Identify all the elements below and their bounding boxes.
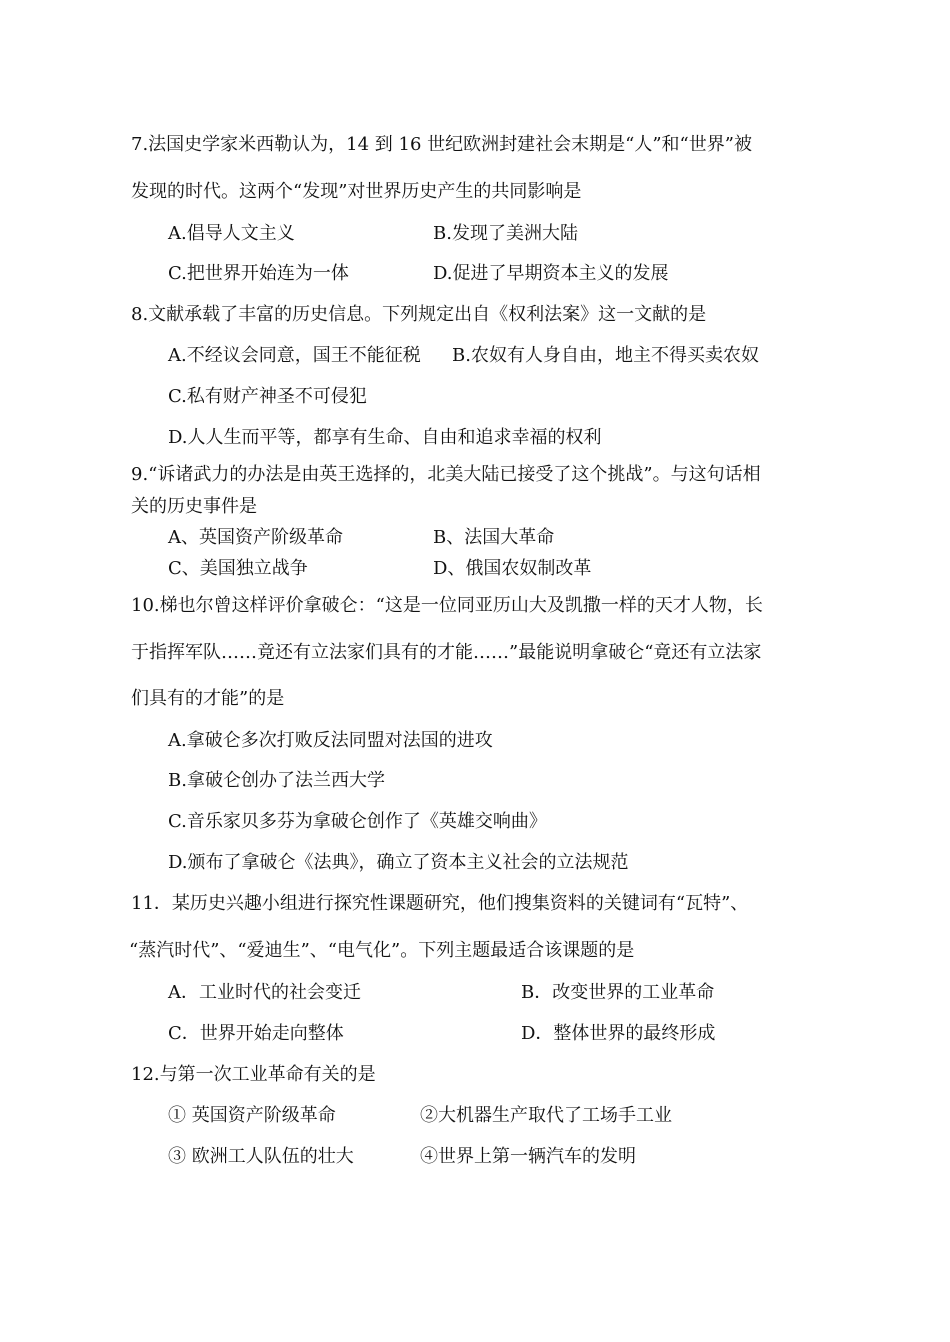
question-9-option-c: C、美国独立战争: [168, 558, 308, 579]
question-7-option-c: C.把世界开始连为一体: [168, 263, 349, 284]
question-11-option-c: C．世界开始走向整体: [168, 1023, 344, 1044]
question-9-stem-line2: 关的历史事件是: [131, 496, 257, 517]
question-9-option-a: A、英国资产阶级革命: [168, 527, 343, 548]
question-9-option-b: B、法国大革命: [433, 527, 555, 548]
question-7-option-a: A.倡导人文主义: [168, 223, 295, 244]
question-10-option-a: A.拿破仑多次打败反法同盟对法国的进攻: [168, 730, 493, 751]
question-10-stem-line1: 10.梯也尔曾这样评价拿破仑：“这是一位同亚历山大及凯撒一样的天才人物，长: [131, 595, 763, 616]
question-11-stem-line2: “蒸汽时代”、“爱迪生”、“电气化”。下列主题最适合该课题的是: [129, 940, 635, 961]
question-7-stem-line1: 7.法国史学家米西勒认为，14 到 16 世纪欧洲封建社会末期是“人”和“世界”被: [131, 134, 752, 155]
question-8-stem: 8.文献承载了丰富的历史信息。下列规定出自《权利法案》这一文献的是: [131, 304, 707, 325]
question-7-stem-line2: 发现的时代。这两个“发现”对世界历史产生的共同影响是: [131, 181, 582, 202]
question-10-option-c: C.音乐家贝多芬为拿破仑创作了《英雄交响曲》: [168, 811, 547, 832]
question-11-option-d: D．整体世界的最终形成: [521, 1023, 716, 1044]
question-11-stem-line1: 11．某历史兴趣小组进行探究性课题研究，他们搜集资料的关键词有“瓦特”、: [131, 893, 749, 914]
question-9-stem-line1: 9.“诉诸武力的办法是由英王选择的，北美大陆已接受了这个挑战”。与这句话相: [131, 464, 761, 485]
question-12-item-3: ③ 欧洲工人队伍的壮大: [168, 1146, 354, 1167]
question-7-option-b: B.发现了美洲大陆: [433, 223, 578, 244]
question-8-option-d: D.人人生而平等，都享有生命、自由和追求幸福的权利: [168, 427, 602, 448]
question-9-option-d: D、俄国农奴制改革: [433, 558, 592, 579]
question-8-option-b: B.农奴有人身自由，地主不得买卖农奴: [452, 345, 759, 366]
question-10-stem-line3: 们具有的才能”的是: [131, 688, 285, 709]
question-10-stem-line2: 于指挥军队……竟还有立法家们具有的才能……”最能说明拿破仑“竟还有立法家: [131, 642, 762, 663]
question-12-stem: 12.与第一次工业革命有关的是: [131, 1064, 376, 1085]
question-12-item-1: ① 英国资产阶级革命: [168, 1105, 336, 1126]
question-7-option-d: D.促进了早期资本主义的发展: [433, 263, 669, 284]
question-11-option-a: A．工业时代的社会变迁: [168, 982, 361, 1003]
question-10-option-b: B.拿破仑创办了法兰西大学: [168, 770, 385, 791]
question-12-item-4: ④世界上第一辆汽车的发明: [420, 1146, 636, 1167]
question-12-item-2: ②大机器生产取代了工场手工业: [420, 1105, 672, 1126]
question-11-option-b: B．改变世界的工业革命: [521, 982, 715, 1003]
question-10-option-d: D.颁布了拿破仑《法典》，确立了资本主义社会的立法规范: [168, 852, 629, 873]
question-8-option-c: C.私有财产神圣不可侵犯: [168, 386, 367, 407]
question-8-option-a: A.不经议会同意，国王不能征税: [168, 345, 421, 366]
